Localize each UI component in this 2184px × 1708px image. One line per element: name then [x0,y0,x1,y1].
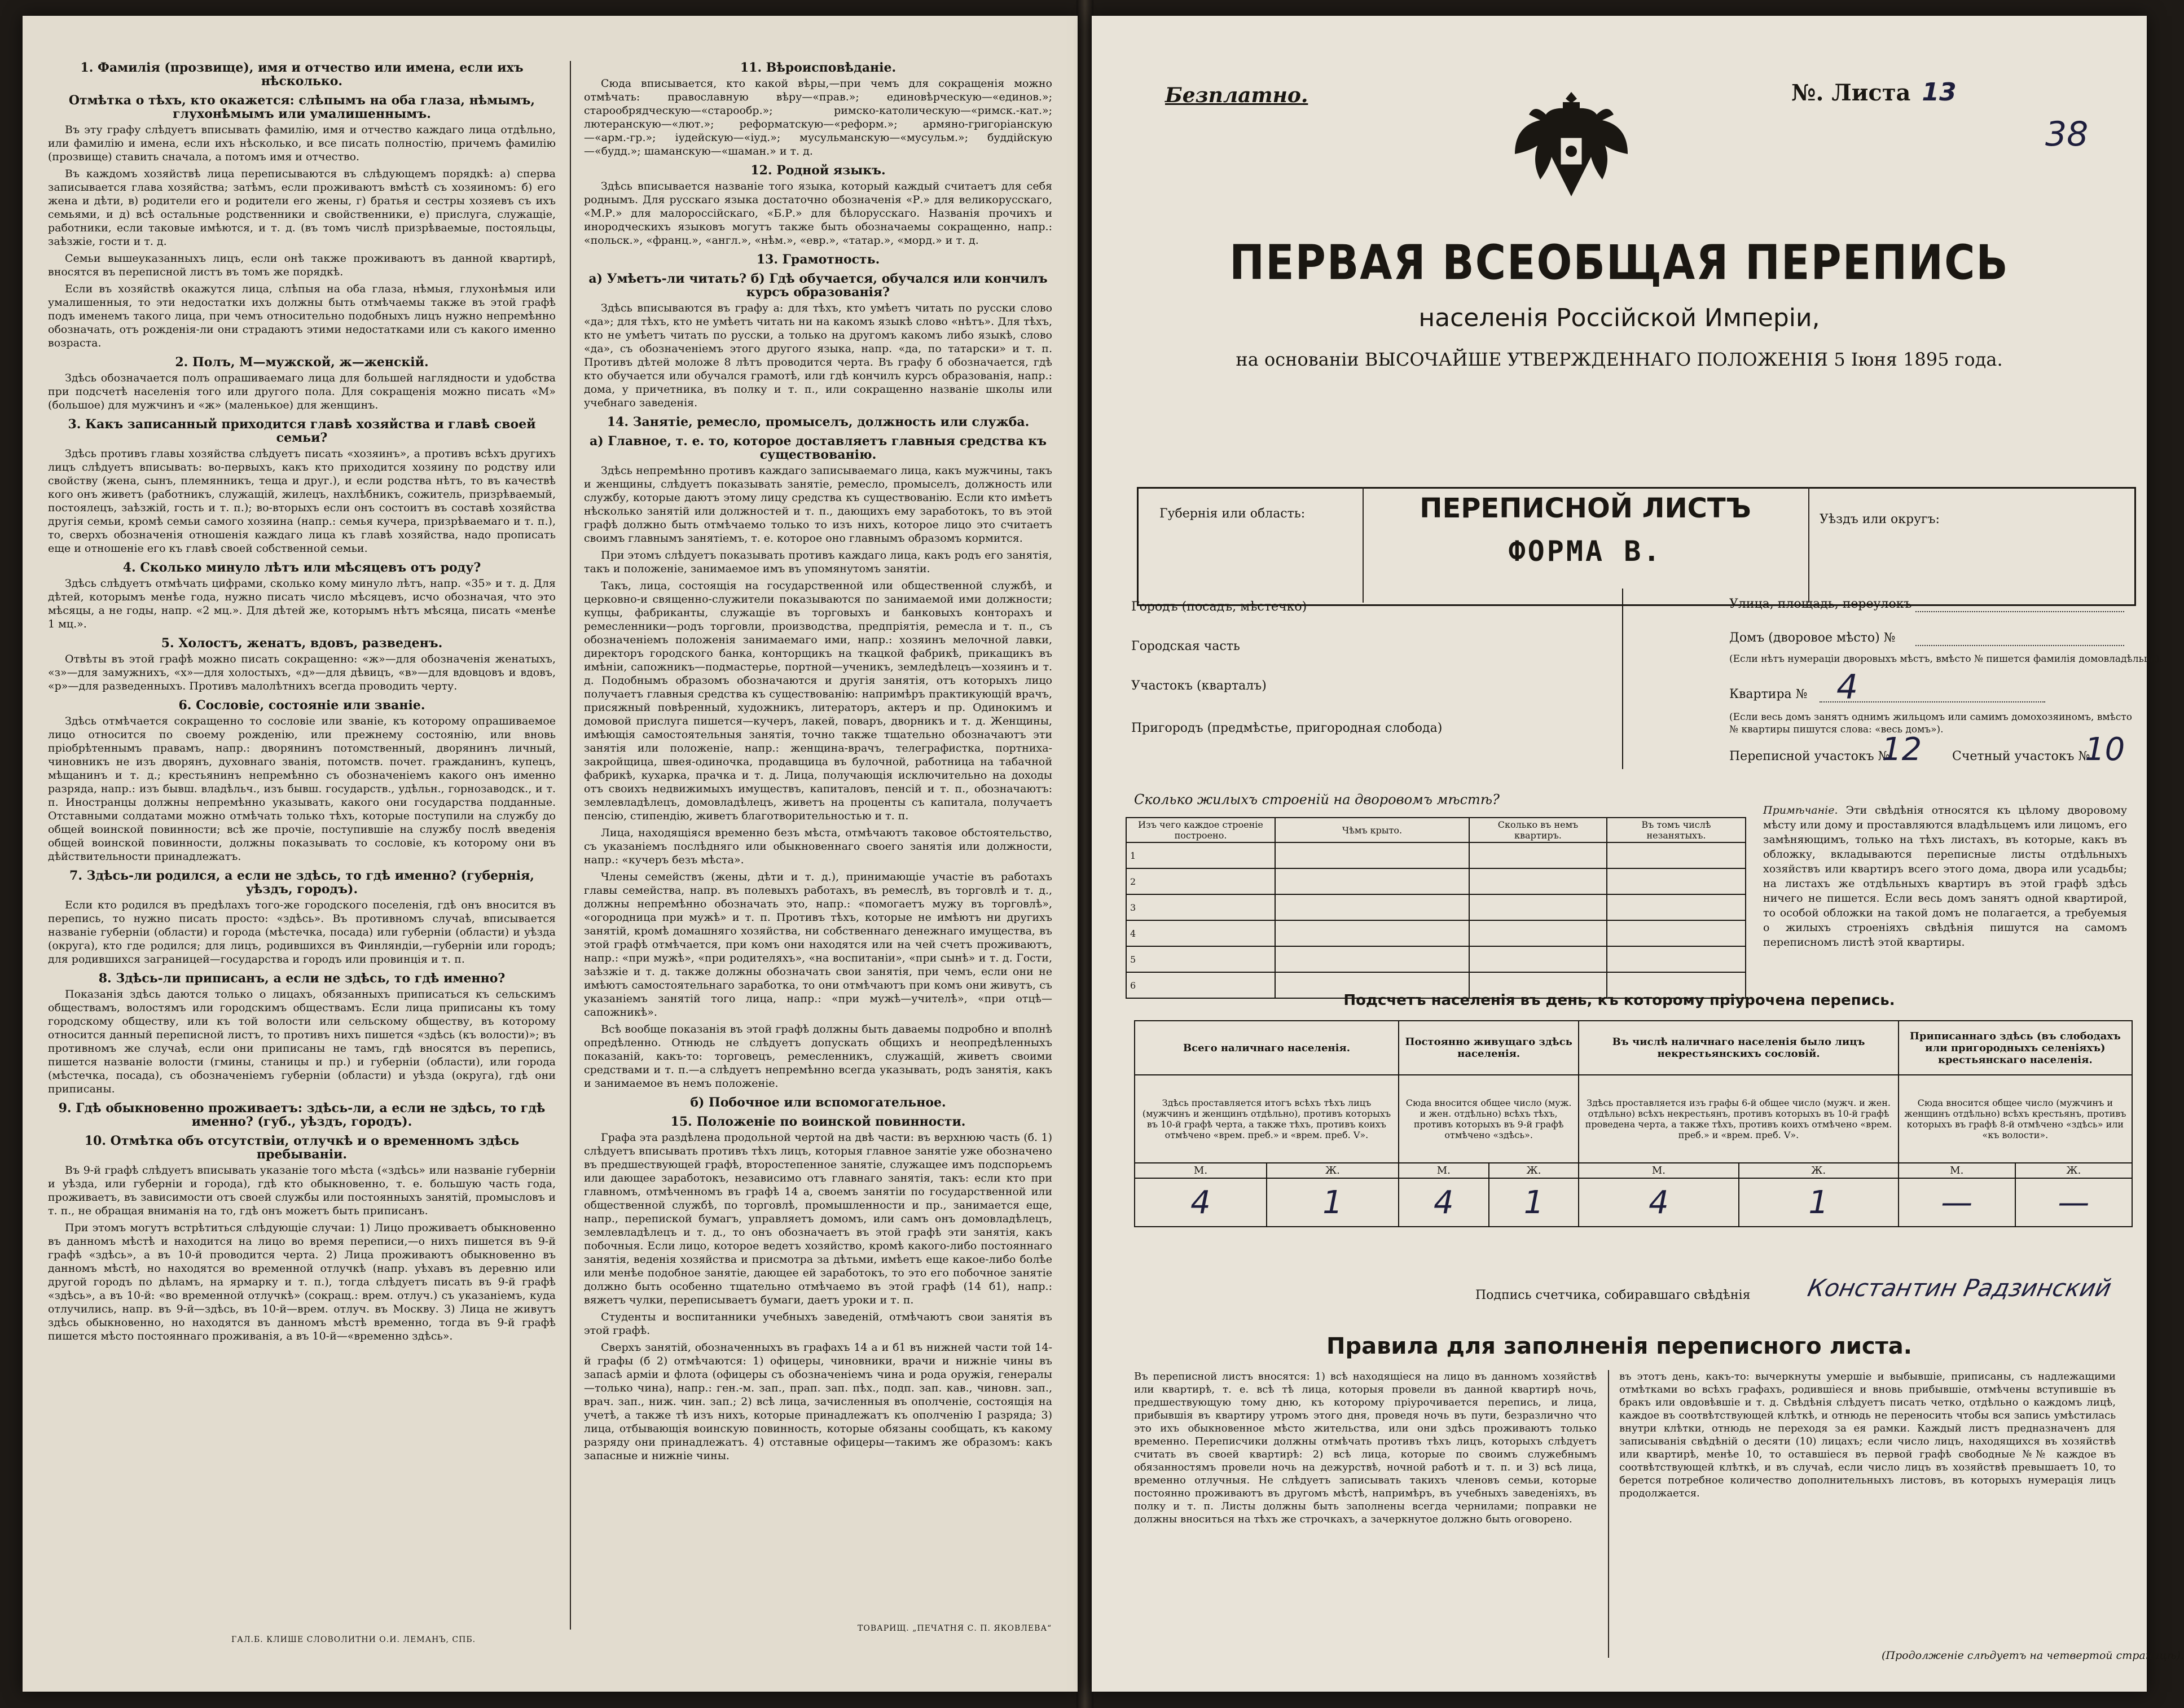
buildings-note [1763,803,2127,950]
form-header-divider-right [1808,487,1809,603]
section-heading: 11. Вѣроисповѣданіе. [740,60,897,75]
instructions-column-1 [48,55,556,1635]
free-label: Безплатно. [1165,84,1308,107]
paragraph: Отвѣты въ этой графѣ можно писать сокращенно: «ж»—для обозначенія женатыхъ, «з»—для замужнихъ, «х»—для холостыхъ, «д»—для дѣвицъ, «в»—для вдовцовъ и вдовъ, «р»—для разведенныхъ. Противъ малолѣтнихъ всегда проводить черту. [48,653,556,692]
book-fold [1076,0,1093,1708]
apartment-value: 4 [1836,668,1858,707]
paragraph: Здѣсь слѣдуетъ отмѣчать цифрами, сколько кому минуло лѣтъ, напр. «35» и т. д. Для дѣтей, которымъ менѣе года, нужно писать число мѣсяцевъ, исчо обозначая, что это мѣсяцы, а не годы, напр. «2 мц.». Для дѣтей же, которымъ нѣтъ мѣсяца, писать «менѣе 1 мц.». [48,577,556,630]
count-value: 4 [1579,1178,1738,1227]
paragraph: Такъ, лица, состоящія на государственной или общественной службѣ, и церковно-и священно-служители показываются по занимаемой ими должности; купцы, фабриканты, служащіе въ торговыхъ и банковыхъ конторахъ и ремесленники—родъ торговли, производства, предпріятія, ремесла и т. п., съ обозначеніемъ положенія занимаемаго ими, напр.: хозяинъ мелочной лавки, директоръ городского банка, конторщикъ на ткацкой фабрикѣ, прикащикъ въ имѣніи, сапожникъ—подмастерье, портной—ученикъ, земледѣлецъ—хозяинъ и т. д. Подобнымъ образомъ обозначаются и другія занятія, отъ которыхъ лицо получаетъ главныя средства къ существованію: напримѣръ практикующій врачъ, присяжный повѣренный, художникъ, литераторъ, актеръ и пр. Одинокимъ и домовой прислуга пишется—кучеръ, лакей, поваръ, дворникъ и т. д. Женщины, имѣющія самостоятельныя занятія, точно также тщательно обозначаютъ эти занятія или положеніе, напр.: женщина-врачъ, телеграфистка, портниха-закройщица, швея-одиночка, продавщица въ булочной, работница на табачной фабрикѣ, кухарка, прачка и т. д. Лица, получающія исключительно на доходы отъ своихъ недвижимыхъ имуществъ, капиталовъ, пенсій и т. п., обозначаютъ: землевладѣлецъ, домовладѣлецъ, живетъ на проценты съ капитала, получаетъ пенсію, стипендію, живетъ благотворительностью и т. п. [584,579,1052,822]
paragraph: Семьи вышеуказанныхъ лицъ, если онѣ также проживаютъ въ данной квартирѣ, вносятся въ переписной листъ въ томъ же порядкѣ. [48,252,556,278]
right-page [1092,16,2184,1692]
count-value: 4 [1399,1178,1489,1227]
table-row [1126,868,1746,894]
mf-label: М. [1579,1163,1738,1178]
counting-district-value: 10 [2085,731,2125,768]
row-number: 5 [1126,946,1275,972]
instructions-column-2 [584,55,1052,1590]
population-count-table [1134,1020,2133,1227]
rules-column-2: въ этотъ день, какъ-то: вычеркнуты умершіе и выбывшіе, приписаны, съ надлежащими отмѣтками во всѣхъ графахъ, родившіеся и вновь прибывшіе, отмѣчены вступившіе въ бракъ или овдовѣвшіе и т. д. Свѣдѣнія слѣдуетъ писать четко, отдѣльно о каждомъ лицѣ, каждое въ соотвѣтствующей клѣткѣ, и отнюдь не переносить чтобы вся запись умѣстилась внутри клѣтки, отнюдь не переходя за ея рамки. Каждый листъ предназначенъ для записыванія свѣдѣній о десяти (10) лицахъ; если число лицъ, находящихся въ хозяйствѣ или квартирѣ, менѣе 10, то оставшіеся въ первой графѣ свободные №№ каждое въ соотвѣтствующей клѣткѣ, и въ случаѣ, если число лицъ въ хозяйствѣ превышаетъ 10, то берется потребное количество дополнительныхъ листовъ, въ которыхъ нумерація лицъ продолжается. [1619,1371,2116,1499]
paragraph: Здѣсь непремѣнно противъ каждаго записываемаго лица, какъ мужчины, такъ и женщины, слѣдуетъ показывать занятіе, ремесло, промыселъ, должность или службу, которые даютъ этому лицу средства къ существованію. Если кто имѣетъ нѣсколько занятій или должностей и т. п., дающихъ ему заработокъ, то въ этой графѣ должно быть отмѣчаемо только то изъ нихъ, которое лицо это считаетъ своимъ главнымъ занятіемъ, т. е. которое оно главнымъ образомъ кормится. [584,464,1052,545]
section-heading: 9. Гдѣ обыкновенно проживаетъ: здѣсь-ли, а если не здѣсь, то гдѣ именно? (губ., уѣздъ, городъ). [58,1101,546,1129]
house-note: (Если нѣтъ нумераціи дворовыхъ мѣстъ, вмѣсто № пишется фамилія домовладѣльца). [1729,653,2163,665]
paragraph: Здѣсь вписываются въ графу а: для тѣхъ, кто умѣетъ читать по русски слово «да»; для тѣхъ, кто не умѣетъ читать ни на какомъ языкѣ слово «нѣтъ». Для тѣхъ, кто не умѣетъ читать по русски, а только на другомъ какомъ либо языкѣ, слово «да», съ обозначеніемъ этого другого языка, напр. «да, по татарски» и т. п. Противъ дѣтей моложе 8 лѣтъ проводится черта. Въ графу б обозначается, гдѣ кто обучается или обучался грамотѣ, или гдѣ кончилъ курсъ образованія, напр.: дома, у причетника, въ полку и т. п., или сокращенно названіе школы или учебнаго заведенія. [584,302,1052,409]
paragraph: Студенты и воспитанники учебныхъ заведеній, отмѣчаютъ свои занятія въ этой графѣ. [584,1311,1052,1337]
double-headed-eagle-emblem [1512,81,1631,210]
table-row [1126,842,1746,868]
paragraph: Въ 9-й графѣ слѣдуетъ вписывать указаніе того мѣста («здѣсь» или названіе губерніи и уѣзда, или губерніи и города), гдѣ кто обыкновенно, т. е. большую часть года, проживаетъ, въ зависимости отъ своей службы или постоянныхъ занятій, промысловъ и т. п., не обращая вниманія на то, гдѣ онъ можетъ быть приписанъ. [48,1164,556,1217]
city-part-label: Городская часть [1131,639,1240,653]
section-heading: 10. Отмѣтка объ отсутствіи, отлучкѣ и о временномъ здѣсь пребываніи. [84,1134,520,1162]
mf-label: Ж. [1267,1163,1399,1178]
mf-label: Ж. [1739,1163,1899,1178]
section-heading: 2. Полъ, М—мужской, ж—женскій. [175,355,429,370]
archive-page-number: 38 [2045,115,2089,154]
paragraph: Показанія здѣсь даются только о лицахъ, обязанныхъ приписаться къ сельскимъ обществамъ, волостямъ или городскимъ обществамъ. Если лица приписаны къ тому городскому обществу, или къ той волости или сельскому обществу, въ которому относится данный переписной листъ, то противъ нихъ пишется «здѣсь (къ волости)»; въ противномъ же случаѣ, если они приписаны не тамъ, гдѣ вносятся въ перепись, пишется названіе волости (гмины, станицы и пр.) и губерніи (области), или города (мѣстечка, посада), съ обозначеніемъ губерніи (области) и уѣзда (округа), гдѣ они приписаны. [48,988,556,1095]
count-head-noncpeasant: Въ числѣ наличнаго населенія было лицъ некрестьянскихъ сословій. [1579,1021,1898,1075]
note-text: Эти свѣдѣнія относятся къ цѣлому дворовому мѣсту или дому и проставляются владѣльцемъ или лицомъ, его замѣняющимъ, только на тѣхъ листахъ, въ которые, какъ въ обложку, вкладываются переписные листы отдѣльныхъ хозяйствъ или квартиръ всего этого дома, двора или усадьбы; на листахъ же отдѣльныхъ квартиръ въ этой графѣ здѣсь ничего не пишется. Если весь домъ занятъ одной квартирой, то особой обложки на такой домъ не полагается, а требуемыя о жилыхъ строеніяхъ свѣдѣнія пишутся на самомъ переписномъ листѣ этой квартиры. [1763,804,2128,949]
paragraph: Лица, находящіяся временно безъ мѣста, отмѣчаютъ таковое обстоятельство, съ указаніемъ послѣдняго или обыкновеннаго своего занятія или должности, напр.: «кучеръ безъ мѣста». [584,827,1052,866]
section-heading: 8. Здѣсь-ли приписанъ, а если не здѣсь, то гдѣ именно? [98,971,506,986]
section-heading: 7. Здѣсь-ли родился, а если не здѣсь, то гдѣ именно? (губернія, уѣздъ, городъ). [69,868,534,897]
section-heading: а) Главное, т. е. то, которое доставляетъ главныя средства къ существованію. [590,434,1047,462]
section-heading: 1. Фамилія (прозвище), имя и отчество или имена, если ихъ нѣсколько. [80,60,524,89]
section-heading: 3. Какъ записанный приходится главѣ хозяйства и главѣ своей семьи? [68,417,536,445]
paragraph: Если въ хозяйствѣ окажутся лица, слѣпыя на оба глаза, нѣмыя, глухонѣмыя или умалишенныя, то эти недостатки ихъ должны быть отмѣчаемы также въ этой графѣ подъ именемъ такого лица, при чемъ относительно подобныхъ лицъ нужно непремѣнно обозначать, отъ рожденія-ли они страдаютъ этими недостатками или съ какого именно возраста. [48,283,556,349]
section-heading: 14. Занятіе, ремесло, промыселъ, должность или служба. [607,415,1030,429]
paragraph: Въ эту графу слѣдуетъ вписывать фамилію, имя и отчество каждаго лица отдѣльно, или фамилію и имена, если ихъ нѣсколько, и все писать полностію, причемъ фамилію (прозвище) ставить сначала, а потомъ имя и отчество. [48,124,556,163]
mf-label: Ж. [1489,1163,1579,1178]
row-number: 6 [1126,972,1275,998]
gubernia-label: Губернія или область: [1159,507,1306,521]
paragraph: Здѣсь противъ главы хозяйства слѣдуетъ писать «хозяинъ», а противъ всѣхъ другихъ лицъ слѣдуетъ вписывать: во-первыхъ, какъ кто приходится хозяину по родству или свойству (жена, сынъ, племянникъ, теща и друг.), и если родства нѣтъ, то въ качествѣ кого онъ живетъ (работникъ, служащій, жилецъ, нахлѣбникъ, сожитель, призрѣваемый, постоялецъ, заѣзжій, гость и т. п.); во-вторыхъ если онъ состоитъ въ составѣ хозяйства другія семьи, кромѣ семьи самого хозяина (напр.: семья кучера, призрѣваемаго и т. п.), то, сверхъ обозначенія отношенія каждаго лица къ главѣ хозяйства, надо прописать еще и отношеніе его къ главѣ своей собственной семьи. [48,447,556,555]
table-row [1126,894,1746,920]
count-value: — [2015,1178,2132,1227]
table-row [1126,920,1746,946]
paragraph: При этомъ слѣдуетъ показывать противъ каждаго лица, какъ родъ его занятія, такъ и положеніе, занимаемое имъ въ упомянутомъ занятіи. [584,549,1052,575]
count-desc-peasant: Сюда вносится общее число (мужчинъ и женщинъ отдѣльно) всѣхъ крестьянъ, противъ которыхъ въ графѣ 8-й отмѣчено «здѣсь» или «къ волости». [1899,1075,2132,1163]
enumerator-signature: Константин Радзинский [1805,1274,2114,1302]
count-head-present: Всего наличнаго населенія. [1135,1021,1399,1075]
printer-imprint-right: ТОВАРИЩ. „ПЕЧАТНЯ С. П. ЯКОВЛЕВА“ [858,1624,1052,1633]
census-district-value: 12 [1882,731,1922,768]
bld-col-apartments: Сколько въ немъ квартиръ. [1469,818,1607,842]
section-heading: 6. Сословіе, состояніе или званіе. [178,698,425,713]
section-heading: Отмѣтка о тѣхъ, кто окажется: слѣпымъ на оба глаза, нѣмымъ, глухонѣмымъ или умалишеннымъ. [68,93,535,121]
form-letter: ФОРМА В. [1508,535,1663,568]
paragraph: Здѣсь отмѣчается сокращенно то сословіе или званіе, къ которому опрашиваемое лицо относится по своему рожденію, или прежнему состоянію, или вновь пріобрѣтеннымъ правамъ, напр.: дворянинъ потомственный, дворянинъ личный, чиновникъ не изъ дворянъ, духовнаго званія, потомств. почет. гражданинъ, купецъ, мѣщанинъ и т. д.; крестьянинъ непремѣнно съ обозначеніемъ какого онъ именно разряда, напр.: изъ бывш. владѣльч., изъ бывш. государств., удѣльн., горнозаводск., и т. п. Иностранцы должны непремѣнно указывать, какого они государства подданные. Отставными солдатами можно отмѣчать только тѣхъ, которые поступили на службу до общей воинской повинности; всѣ же прочіе, поступившіе на службу послѣ введенія общей воинской повинности, должны показывать то сословіе, къ которому они въ дѣйствительности принадлежатъ. [48,715,556,863]
buildings-question: Сколько жилыхъ строеній на дворовомъ мѣстѣ? [1134,792,1500,807]
mf-label: Ж. [2015,1163,2132,1178]
mf-label: М. [1399,1163,1489,1178]
paragraph: Графа эта раздѣлена продольной чертой на двѣ части: въ верхнюю часть (б. 1) слѣдуетъ вписывать противъ тѣхъ лицъ, которыя главное занятіе уже обозначено въ предшествующей графѣ, второстепенное занятіе, служащее имъ подспорьемъ или дающее заработокъ, независимо отъ главнаго занятія, такъ: если кто при главномъ, отмѣченномъ въ графѣ 14 а, своемъ занятіи по государственной или общественной службѣ, по торговлѣ, промышленности и пр., занимается еще, напр., перепиской бумагъ, управляетъ домомъ, или самъ онъ домовладѣлецъ, землевладѣлецъ и т. д., то онъ обозначаетъ въ этой графѣ эти занятія, какъ побочныя. Если лицо, которое ведетъ хозяйство, кромѣ какого-либо постояннаго занятія, веденія хозяйства и присмотра за дѣтьми, имѣетъ еще какое-либо болѣе или менѣе подобное занятіе, дающее ей заработокъ, то это его побочное занятіе должно быть особенно тщательно отмѣчаемо въ этой графѣ (14 б1), напр.: вяжетъ чулки, переписываетъ бумаги, даетъ уроки и т. п. [584,1131,1052,1306]
section-heading: 5. Холостъ, женатъ, вдовъ, разведенъ. [161,636,443,651]
enumerator-signature-label: Подпись счетчика, собиравшаго свѣдѣнія [1475,1288,1751,1302]
section-heading: 13. Грамотность. [756,252,880,267]
counting-district-label: Счетный участокъ № [1952,749,2090,763]
apartment-note: (Если весь домъ занятъ однимъ жильцомъ или самимъ домохозяиномъ, вмѣсто № квартиры пишутся слова: «весь домъ»). [1729,712,2133,735]
population-count-title: Подсчетъ населенія въ день, къ которому пріурочена перепись. [1343,992,1895,1009]
paragraph: Сверхъ занятій, обозначенныхъ въ графахъ 14 а и б1 въ нижней части той 14-й графы (б 2) отмѣчаются: 1) офицеры, чиновники, врачи и нижніе чины въ запасѣ арміи и флота (офицеры съ обозначеніемъ чина и рода оружія, генералы—только чина), напр.: ген.-м. зап., прап. зап. пѣх., подп. зап. кав., чиновн. зап., врач. зап., ниж. чин. зап.; 2) всѣ лица, зачисленныя въ ополченіе, состоящія на учетѣ, а также тѣ изъ нихъ, которые принадлежатъ къ ополченію I разряда; 3) лица, отбывающія воинскую повинность, которые обязаны сообщать, къ какому разряду они принадлежатъ. 4) отставные офицеры—такимъ же образомъ: какъ запасные и нижніе чины. [584,1341,1052,1462]
count-desc-noncpeasant: Здѣсь проставляется изъ графы 6-й общее число (мужч. и жен. отдѣльно) всѣхъ некрестьянъ, противъ которыхъ въ 10-й графѣ проведена черта, а также тѣхъ, противъ коихъ отмѣчено «врем. преб.» и «врем. преб. V». [1579,1075,1898,1163]
paragraph: Если кто родился въ предѣлахъ того-же городского поселенія, гдѣ онъ вносится въ перепись, то нужно писать просто: «здѣсь». Въ противномъ случаѣ, вписывается названіе губерніи (области) и города (мѣстечка, посада) или губерніи (области) и уѣзда (округа), кто где родился; для лицъ, родившихся въ Финляндіи,—губерніи или городъ; для родившихся заграницей—государства и городъ или провинція и т. п. [48,899,556,965]
mf-label: М. [1899,1163,2015,1178]
census-district-label: Переписной участокъ № [1729,749,1890,763]
section-heading: а) Умѣетъ-ли читать? б) Гдѣ обучается, обучался или кончилъ курсъ образованія? [588,271,1048,300]
left-page [23,16,1078,1692]
section-heading: 4. Сколько минуло лѣтъ или мѣсяцевъ отъ роду? [122,560,481,575]
street-line [1915,611,2124,612]
count-value: 4 [1135,1178,1267,1227]
mf-label: М. [1135,1163,1267,1178]
bld-col-vacant: Въ томъ числѣ незанятыхъ. [1607,818,1746,842]
paragraph: Всѣ вообще показанія въ этой графѣ должны быть даваемы подробно и вполнѣ опредѣленно. Отнюдь не слѣдуетъ допускать общихъ и неопредѣленныхъ показаній, какъ-то: торговецъ, ремесленникъ, служащій, живетъ своими средствами и т. п.—а слѣдуетъ непремѣнно всегда указывать, родъ занятія, какъ и занимаемое въ немъ положеніе. [584,1023,1052,1090]
street-label: Улица, площадь, переулокъ [1729,597,1912,611]
paragraph: Сюда вписывается, кто какой вѣры,—при чемъ для сокращенія можно отмѣчать: православную вѣру—«прав.»; единовѣрческую—«единов.»; старообрядческую—«старообр.»; римско-католическую—«римск.-кат.»; лютеранскую—«лют.»; реформатскую—«реформ.»; армяно-григоріанскую—«арм.-гр.»; іудейскую—«іуд.»; мусульманскую—«мусульм.»; буддійскую—«будд.»; шаманскую—«шаман.» и т. д. [584,77,1052,157]
buildings-table [1126,817,1746,999]
table-row [1126,946,1746,972]
bld-col-material: Изъ чего каждое строеніе построено. [1126,818,1275,842]
sheet-number-caption: №. Листа [1791,80,1911,106]
census-subtitle: населенія Россійской Имперіи, [1418,304,1820,332]
sheet-number-label [1791,78,1957,107]
paragraph: Члены семействъ (жены, дѣти и т. д.), принимающіе участіе въ работахъ главы семейства, напр. въ полевыхъ работахъ, въ ремеслѣ, въ торговлѣ и т. д., должны непремѣнно обозначать это, напр.: «помогаетъ мужу въ торговлѣ», «огородница при мужѣ» и т. п. Противъ тѣхъ, которые не имѣютъ ни другихъ занятій, кромѣ домашняго хозяйства, ни собственнаго денежнаго имущества, въ этой графѣ отмѣчается, при комъ они находятся или на чей счетъ проживаютъ, напр.: «при мужѣ», «при родителяхъ», «на воспитаніи», «при сынѣ» и т. д. Гости, заѣзжіе и т. д. также должны обозначать свои занятія, при чемъ, если они не имѣютъ самостоятельнаго заработка, то они отмѣчаютъ при комъ они живутъ, съ указаніемъ занятій того лица, напр.: «при мужѣ—учителѣ», «при отцѣ—сапожникѣ». [584,871,1052,1018]
count-desc-present: Здѣсь проставляется итогъ всѣхъ тѣхъ лицъ (мужчинъ и женщинъ отдѣльно), противъ которыхъ въ 10-й графѣ черта, а также тѣхъ, противъ коихъ отмѣчено «врем. преб.» и «врем. преб. V». [1135,1075,1399,1163]
paragraph: При этомъ могутъ встрѣтиться слѣдующіе случаи: 1) Лицо проживаетъ обыкновенно въ данномъ мѣстѣ и находится на лицо во время переписи,—о нихъ пишется въ 9-й графѣ «здѣсь», а въ 10-й проводится черта. 2) Лица проживаютъ обыкновенно въ данномъ мѣстѣ, но находятся во временной отлучкѣ (напр. уѣхавъ въ деревню или другой городъ по дѣламъ, на ярмарку и т. п.), тогда слѣдуетъ писать въ 9-й графѣ «здѣсь», а въ 10-й: «во временной отлучкѣ» (сокращ.: врем. отлуч.) съ указаніемъ, куда отлучились, напр. въ 9-й—здѣсь, въ 10-й—врем. отлуч. въ Москву. 3) Лица не живутъ здѣсь обыкновенно, но находятся въ данномъ мѣстѣ временно, тогда въ 9-й графѣ пишется мѣсто постояннаго проживанія, а въ 10-й—«временно здѣсь». [48,1222,556,1342]
rules-title: Правила для заполненія переписного листа. [1326,1333,1912,1359]
form-title: ПЕРЕПИСНОЙ ЛИСТЪ [1420,493,1751,524]
section-label: Участокъ (кварталъ) [1131,679,1267,693]
house-label: Домъ (дворовое мѣсто) № [1729,631,1896,645]
bld-col-roof: Чѣмъ крыто. [1275,818,1469,842]
rules-column-1: Въ переписной листъ вносятся: 1) всѣ находящіеся на лицо въ данномъ хозяйствѣ или квартирѣ, т. е. всѣ тѣ лица, которыя провели въ данной квартирѣ ночь, предшествующую тому дню, къ которому пріурочивается перепись, и лица, прибывшія въ квартиру утромъ этого дня, проведя ночь въ пути, безразлично что это ихъ обыкновенное мѣсто жительства, или они здѣсь проживаютъ только временно. Переписчики должны отмѣчать противъ тѣхъ лицъ, которыхъ слѣдуетъ считать въ своей квартирѣ: 2) всѣ лица, которые по своимъ служебнымъ обязанностямъ провели ночь на дежурствѣ, ночной работѣ и т. п. и 3) всѣ лица, временно отлучныя. Не слѣдуетъ записывать такихъ членовъ семьи, которые постоянно проживаютъ въ другомъ мѣстѣ, напримѣръ, въ учебныхъ заведеніяхъ, въ полку и т. п. Листы должны быть заполнены всегда чернилами; поправки не должны вноситься на тѣхъ же строчкахъ, а зачеркнутое должно быть оговорено. [1134,1371,1597,1525]
uezd-label: Уѣздъ или округъ: [1820,512,1940,526]
count-value: 1 [1489,1178,1579,1227]
count-value: — [1899,1178,2015,1227]
count-head-resident: Постоянно живущаго здѣсь населенія. [1399,1021,1579,1075]
census-title: ПЕРВАЯ ВСЕОБЩАЯ ПЕРЕПИСЬ [1229,235,2009,291]
continued-note: (Продолженіе слѣдуетъ на четвертой страницѣ). [1882,1649,2184,1662]
printer-imprint-left: ГАЛ.Б. КЛИШЕ СЛОВОЛИТНИ О.И. ЛЕМАНЪ, СПБ. [231,1635,476,1644]
house-line [1915,645,2124,646]
row-number: 2 [1126,868,1275,894]
column-divider [570,61,571,1630]
suburb-label: Пригородъ (предмѣстье, пригородная слобода) [1131,721,1443,735]
note-title: Примѣчаніе. [1763,804,1838,816]
paragraph: Въ каждомъ хозяйствѣ лица переписываются въ слѣдующемъ порядкѣ: а) сперва записывается глава хозяйства; затѣмъ, если проживаютъ вмѣстѣ съ хозяиномъ: б) его жена и дѣти, в) родители его и родители его жены, г) братья и сестры хозяевъ съ ихъ семьями, и д) всѣ остальные родственники и свойственники, е) прислуга, служащіе, работники, если таковые имѣются, и т. д. (въ томъ числѣ призрѣваемые, постояльцы, заѣзжіе, гости и т. д. [48,168,556,248]
row-number: 1 [1126,842,1275,868]
rules-divider [1608,1370,1609,1658]
section-heading: б) Побочное или вспомогательное. [690,1095,946,1110]
paragraph: Здѣсь вписывается названіе того языка, который каждый считаетъ для себя роднымъ. Для русскаго языка достаточно обозначенія «Р.» для великорусскаго, «М.Р.» для малороссійскаго, «Б.Р.» для бѣлорусскаго. Названія прочихъ и инородческихъ языковъ могутъ также быть обозначаемы сокращенно, напр.: «польск.», «франц.», «англ.», «нѣм.», «евр.», «татар.», «морд.» и т. д. [584,180,1052,247]
count-desc-resident: Сюда вносится общее число (муж. и жен. отдѣльно) всѣхъ тѣхъ, противъ которыхъ въ 9-й графѣ отмѣчено «здѣсь». [1399,1075,1579,1163]
paragraph: Здѣсь обозначается полъ опрашиваемаго лица для большей наглядности и удобства при подсчетѣ населенія того или другого пола. Для сокращенія можно писать «М» (большое) для мужчинъ и «ж» (маленькое) для женщинъ. [48,372,556,411]
apartment-label: Квартира № [1729,687,1808,701]
apartment-line [1820,701,2045,702]
row-number: 3 [1126,894,1275,920]
count-value: 1 [1267,1178,1399,1227]
city-label: Городъ (посадъ, мѣстечко) [1131,600,1307,614]
census-legal-basis: на основаніи ВЫСОЧАЙШЕ УТВЕРЖДЕННАГО ПОЛОЖЕНІЯ 5 Іюня 1895 года. [1236,349,2003,370]
count-value: 1 [1739,1178,1899,1227]
section-heading: 12. Родной языкъ. [750,163,886,178]
sheet-number-value: 13 [1922,78,1957,107]
count-head-peasant: Приписаннаго здѣсь (въ слободахъ или пригородныхъ селеніяхъ) крестьянскаго населенія. [1899,1021,2132,1075]
row-number: 4 [1126,920,1275,946]
section-heading: 15. Положеніе по воинской повинности. [670,1114,966,1129]
